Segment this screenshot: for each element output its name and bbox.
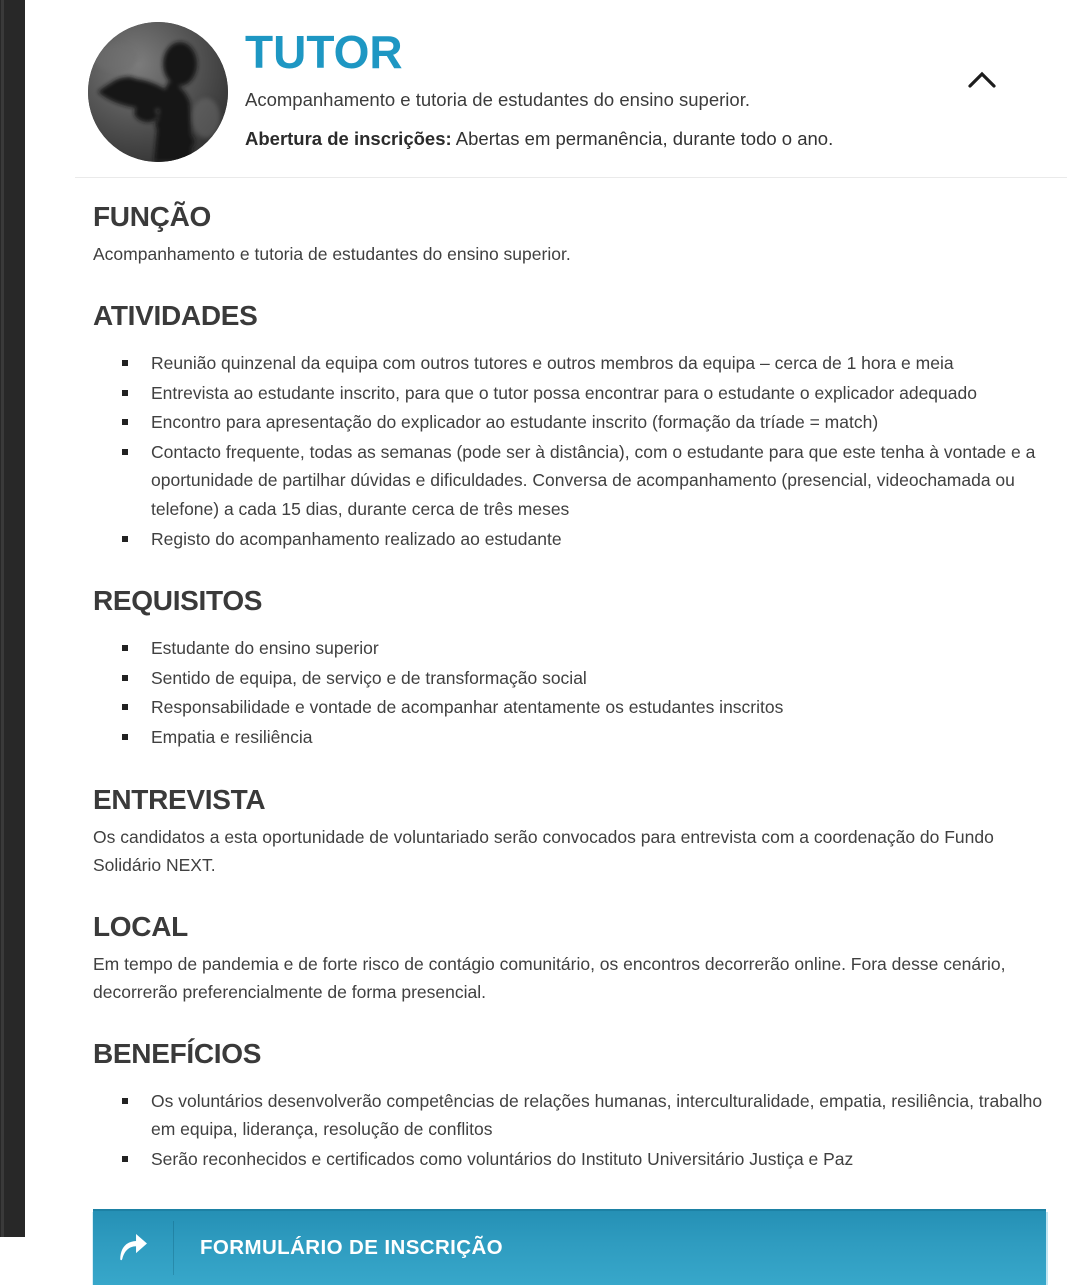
list-item-text: Encontro para apresentação do explicador ao estudante inscrito (formação da tríade = match) — [151, 412, 879, 433]
section-paragraph: Os candidatos a esta oportunidade de voluntariado serão convocados para entrevista com a coordenação do Fundo Solidário NEXT. — [93, 826, 994, 875]
section-heading: LOCAL — [93, 910, 188, 942]
list-item — [122, 664, 1047, 693]
section-heading: FUNÇÃO — [93, 201, 211, 232]
page-title: TUTOR — [245, 26, 403, 78]
list-item — [122, 634, 1047, 663]
registration-label: Abertura de inscrições: — [245, 128, 452, 150]
section-funcao — [93, 201, 1047, 268]
list-item — [122, 379, 1047, 408]
registration-value: Abertas em permanência, durante todo o ano. — [455, 128, 834, 150]
list-item-text: Estudante do ensino superior — [151, 638, 379, 659]
section-local — [93, 911, 1047, 1006]
card-header — [75, 0, 1067, 162]
section-entrevista — [93, 784, 1047, 879]
square-bullet-icon — [122, 1156, 128, 1162]
registration-line — [245, 128, 833, 150]
section-paragraph: Em tempo de pandemia e de forte risco de contágio comunitário, os encontros decorrerão online. Fora desse cenário, decorrerão preferencialmente de forma presencial. — [93, 953, 1006, 1002]
list-item — [122, 349, 1047, 378]
list-item — [122, 1087, 1047, 1144]
registration-form-button[interactable] — [93, 1209, 1046, 1285]
list-item-text: Sentido de equipa, de serviço e de transformação social — [151, 667, 587, 688]
list-item-text: Serão reconhecidos e certificados como voluntários do Instituto Universitário Justiça e Paz — [151, 1148, 854, 1169]
list-item-text: Responsabilidade e vontade de acompanhar atentamente os estudantes inscritos — [151, 697, 784, 718]
header-divider — [75, 177, 1067, 178]
reaching-hand-photo — [88, 22, 228, 162]
section-heading: REQUISITOS — [93, 585, 263, 617]
list-item — [122, 1145, 1047, 1174]
section-heading: ENTREVISTA — [93, 783, 266, 815]
square-bullet-icon — [122, 390, 128, 396]
role-subtitle: Acompanhamento e tutoria de estudantes do ensino superior. — [245, 89, 750, 111]
square-bullet-icon — [122, 734, 128, 740]
collapse-card-button[interactable] — [959, 58, 1005, 104]
square-bullet-icon — [122, 360, 128, 366]
section-list — [93, 634, 1047, 751]
section-list — [93, 1087, 1047, 1174]
square-bullet-icon — [122, 419, 128, 425]
square-bullet-icon — [122, 536, 128, 542]
square-bullet-icon — [122, 704, 128, 710]
list-item-text: Registo do acompanhamento realizado ao estudante — [151, 528, 562, 549]
chevron-up-icon — [962, 83, 1002, 98]
section-list — [93, 349, 1047, 553]
header-text — [245, 22, 833, 150]
sections-container — [75, 201, 1067, 1173]
square-bullet-icon — [122, 449, 128, 455]
section-heading: BENEFÍCIOS — [93, 1037, 262, 1069]
list-item-text: Entrevista ao estudante inscrito, para que o tutor possa encontrar para o estudante o explicador adequado — [151, 382, 977, 403]
list-item — [122, 693, 1047, 722]
list-item — [122, 438, 1047, 524]
section-requisitos — [93, 585, 1047, 751]
section-atividades — [93, 300, 1047, 553]
list-item — [122, 408, 1047, 437]
list-item — [122, 723, 1047, 752]
button-divider — [173, 1221, 174, 1275]
list-item — [122, 525, 1047, 554]
registration-form-label: FORMULÁRIO DE INSCRIÇÃO — [200, 1236, 504, 1260]
section-heading: ATIVIDADES — [93, 300, 258, 331]
square-bullet-icon — [122, 1098, 128, 1104]
section-beneficios — [93, 1038, 1047, 1174]
list-item-text: Empatia e resiliência — [151, 726, 313, 747]
square-bullet-icon — [122, 645, 128, 651]
section-paragraph: Acompanhamento e tutoria de estudantes do ensino superior. — [93, 244, 571, 264]
opportunity-card — [75, 0, 1067, 1285]
list-item-text: Contacto frequente, todas as semanas (pode ser à distância), com o estudante para que este tenha à vontade e a oportunidade de partilhar dúvidas e dificuldades. Conversa de acompanhamento (presencial, videochamada ou telefone) a cada 15 dias, durante cerca de três meses — [151, 441, 1036, 519]
screen-left-edge-bar — [0, 0, 25, 1237]
share-arrow-icon — [93, 1231, 173, 1265]
list-item-text: Reunião quinzenal da equipa com outros tutores e outros membros da equipa – cerca de 1 hora e meia — [151, 353, 954, 373]
list-item-text: Os voluntários desenvolverão competências de relações humanas, interculturalidade, empatia, resiliência, trabalho em equipa, liderança, resolução de conflitos — [151, 1090, 1043, 1140]
square-bullet-icon — [122, 675, 128, 681]
